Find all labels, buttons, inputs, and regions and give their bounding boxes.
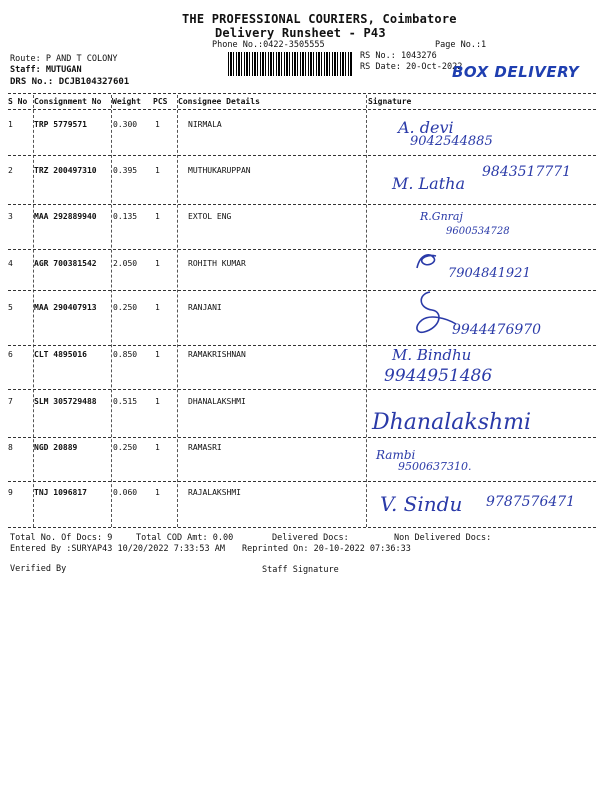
row-consignee: ROHITH KUMAR [188,259,246,268]
col-pcs: PCS [153,97,168,106]
signature: Dhanalakshmi [372,410,532,435]
row-pcs: 1 [155,303,160,312]
row-rule [8,155,596,156]
row-sno: 5 [8,303,13,312]
staff: Staff: MUTUGAN [10,65,82,75]
col-consignment: Consignment No [34,97,102,106]
col-divider [177,95,178,527]
table-top-rule [8,93,596,94]
row-rule [8,290,596,291]
row-pcs: 1 [155,350,160,359]
page-number: Page No.:1 [435,40,487,50]
row-sno: 1 [8,120,13,129]
row-sno: 7 [8,397,13,406]
row-weight: 0.060 [113,488,138,497]
signature-phone: 9787576471 [486,494,576,510]
col-signature: Signature [368,97,412,106]
signature-phone: 9944476970 [452,322,542,338]
row-sno: 9 [8,488,13,497]
signature: V. Sindu [380,492,463,516]
row-consignment: SLM 305729488 [34,397,97,406]
row-consignee: MUTHUKARUPPAN [188,166,251,175]
signature-phone: 9042544885 [410,134,493,149]
row-pcs: 1 [155,120,160,129]
row-consignee: RAJALAKSHMI [188,488,241,497]
row-rule [8,204,596,205]
row-weight: 0.250 [113,303,138,312]
col-divider [111,95,112,527]
row-consignment: MAA 290407913 [34,303,97,312]
row-consignee: EXTOL ENG [188,212,232,221]
route: Route: P AND T COLONY [10,54,118,64]
row-rule [8,345,596,346]
signature: R.Gnraj [420,210,463,223]
signature: M. Bindhu [392,346,472,364]
signature-phone: 9944951486 [384,366,493,386]
signature: M. Latha [392,174,465,193]
row-weight: 2.050 [113,259,138,268]
phone-number: Phone No.:0422-3505555 [212,40,325,50]
row-weight: 0.515 [113,397,138,406]
barcode [228,52,353,76]
row-rule [8,389,596,390]
total-docs: Total No. Of Docs: 9 [10,533,113,543]
row-consignment: TRP 5779571 [34,120,87,129]
row-consignee: DHANALAKSHMI [188,397,246,406]
row-consignment: TRZ 200497310 [34,166,97,175]
row-pcs: 1 [155,166,160,175]
row-weight: 0.250 [113,443,138,452]
col-weight: Weight [112,97,141,106]
signature-phone: 9843517771 [482,164,572,180]
row-rule [8,481,596,482]
staff-signature: Staff Signature [262,565,339,575]
row-consignment: TNJ 1096817 [34,488,87,497]
row-consignment: NGD 20889 [34,443,78,452]
row-consignee: NIRMALA [188,120,222,129]
row-pcs: 1 [155,488,160,497]
row-pcs: 1 [155,443,160,452]
row-weight: 0.135 [113,212,138,221]
signature-phone: 9500637310. [398,460,472,473]
row-pcs: 1 [155,212,160,221]
company-title: THE PROFESSIONAL COURIERS, Coimbatore [182,12,457,26]
runsheet-title: Delivery Runsheet - P43 [215,26,386,40]
row-pcs: 1 [155,397,160,406]
row-sno: 2 [8,166,13,175]
row-consignee: RAMAKRISHNAN [188,350,246,359]
signature-phone: 7904841921 [448,266,531,281]
signature: Rambi [376,448,416,462]
box-delivery-stamp: BOX DELIVERY [452,63,580,81]
col-sno: S No [8,97,28,106]
non-delivered-docs: Non Delivered Docs: [394,533,492,543]
signature: A. devi [398,118,454,137]
row-sno: 3 [8,212,13,221]
row-sno: 4 [8,259,13,268]
delivered-docs: Delivered Docs: [272,533,349,543]
row-weight: 0.850 [113,350,138,359]
table-bottom-rule [8,527,596,528]
table-header-rule [8,109,596,110]
row-sno: 6 [8,350,13,359]
drs-number: DRS No.: DCJB104327601 [10,77,130,87]
row-consignment: AGR 700381542 [34,259,97,268]
verified-by: Verified By [10,564,67,574]
row-consignee: RANJANI [188,303,222,312]
signature-scribble [414,250,440,272]
row-pcs: 1 [155,259,160,268]
rs-date: RS Date: 20-Oct-2022 [360,62,463,72]
row-weight: 0.300 [113,120,138,129]
entered-by: Entered By :SURYAP43 10/20/2022 7:33:53 AM [10,544,225,554]
col-consignee: Consignee Details [178,97,260,106]
row-sno: 8 [8,443,13,452]
row-consignment: CLT 4895016 [34,350,87,359]
row-weight: 0.395 [113,166,138,175]
rs-number: RS No.: 1043276 [360,51,437,61]
row-rule [8,437,596,438]
reprinted-on: Reprinted On: 20-10-2022 07:36:33 [242,544,411,554]
col-divider [366,95,367,527]
total-cod: Total COD Amt: 0.00 [136,533,234,543]
row-consignment: MAA 292889940 [34,212,97,221]
row-consignee: RAMASRI [188,443,222,452]
signature-phone: 9600534728 [446,226,510,237]
row-rule [8,249,596,250]
